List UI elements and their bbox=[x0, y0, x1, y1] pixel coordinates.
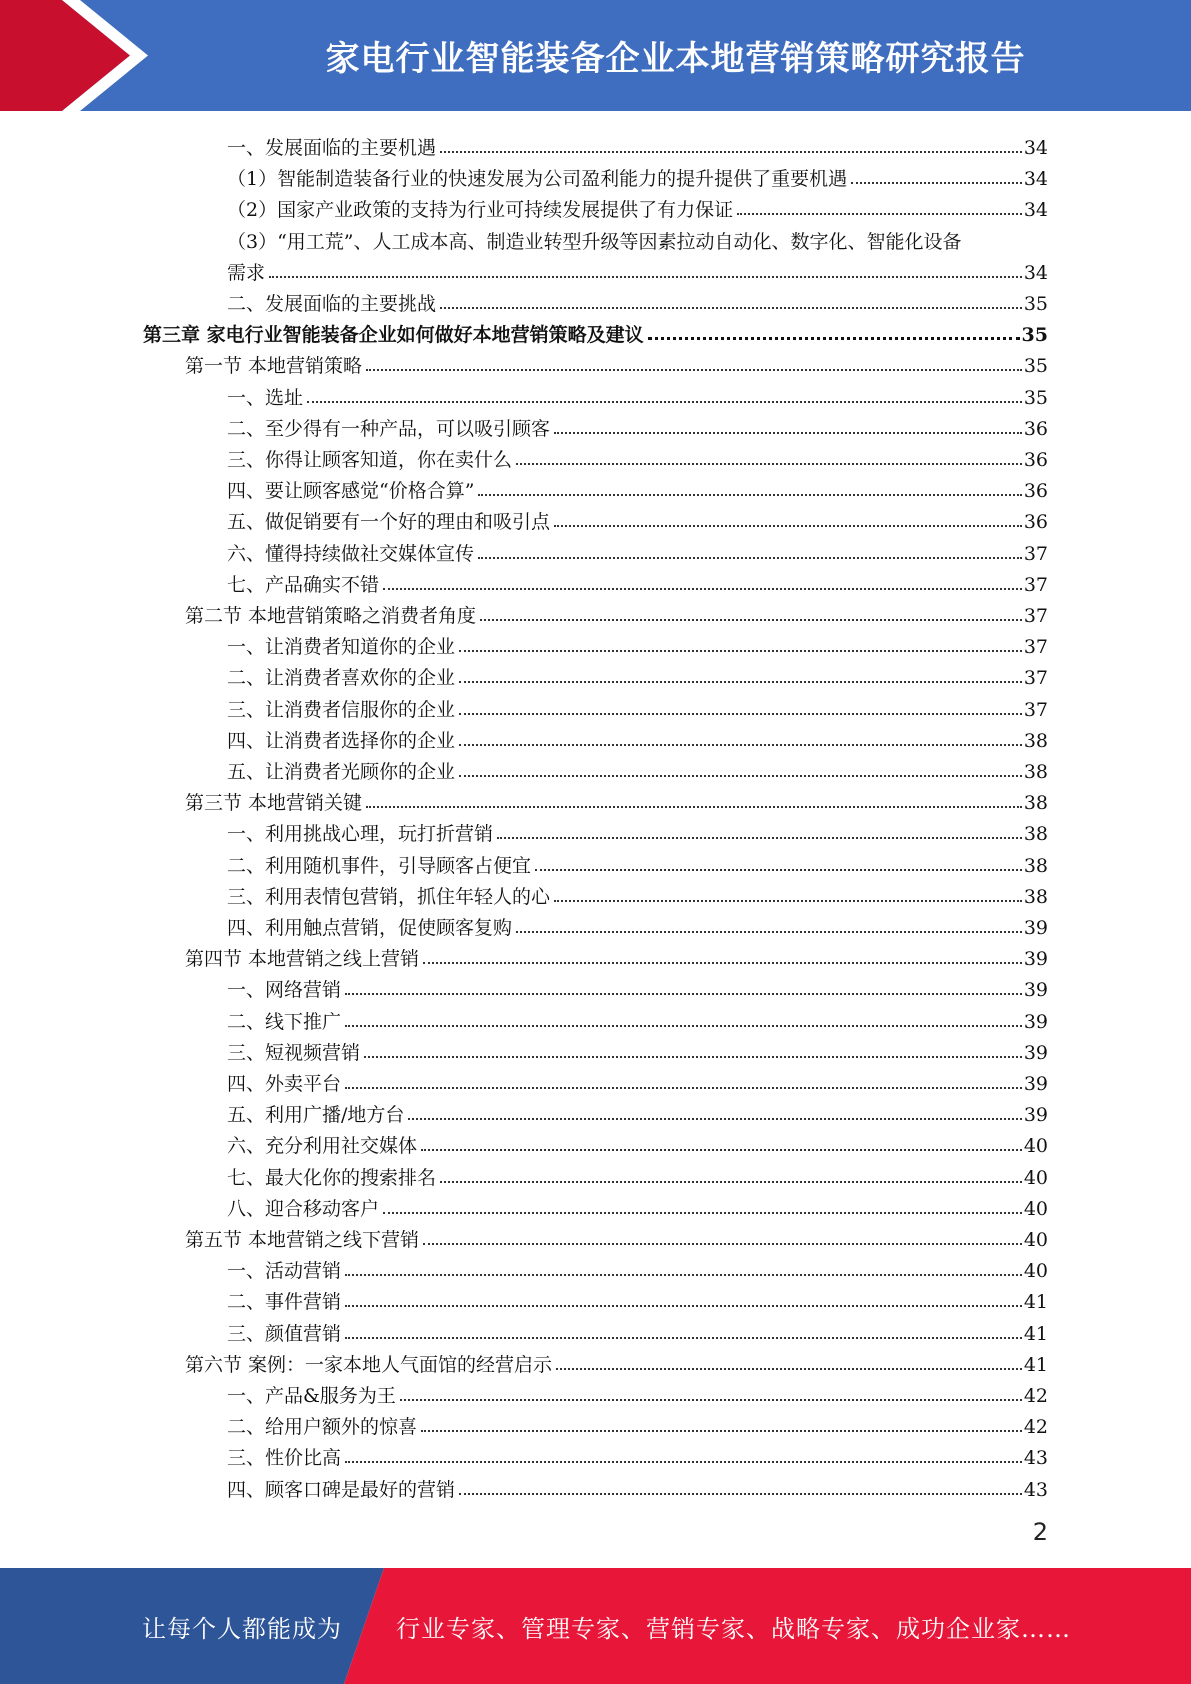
dot-leader bbox=[459, 681, 1022, 683]
dot-leader bbox=[400, 1399, 1022, 1401]
toc-entry-label: 二、让消费者喜欢你的企业 bbox=[227, 667, 456, 690]
toc-section[interactable] bbox=[185, 939, 1048, 970]
toc-entry[interactable] bbox=[227, 534, 1048, 565]
dot-leader bbox=[421, 1149, 1022, 1151]
dot-leader bbox=[423, 1243, 1022, 1245]
toc-entry[interactable] bbox=[227, 128, 1048, 159]
toc-entry-label: 四、要让顾客感觉“价格合算” bbox=[227, 480, 475, 503]
dot-leader bbox=[345, 1025, 1022, 1027]
toc-entry-label: 三、短视频营销 bbox=[227, 1041, 361, 1064]
toc-entry[interactable] bbox=[227, 1407, 1048, 1438]
footer-slogan-left: 让每个人都能成为 bbox=[142, 1614, 342, 1643]
dot-leader bbox=[345, 1337, 1022, 1339]
toc-entry[interactable] bbox=[227, 409, 1048, 440]
dot-leader bbox=[648, 337, 1020, 340]
toc-entry-label: 一、产品&服务为王 bbox=[227, 1385, 396, 1407]
dot-leader bbox=[459, 775, 1022, 777]
dot-leader bbox=[554, 432, 1022, 434]
toc-entry-page: 35 bbox=[1021, 324, 1048, 347]
toc-entry[interactable] bbox=[227, 846, 1048, 877]
toc-entry-label: 第五节 本地营销之线下营销 bbox=[185, 1229, 420, 1251]
dot-leader bbox=[440, 307, 1022, 309]
toc-entry-label: 四、让消费者选择你的企业 bbox=[227, 729, 456, 752]
toc-entry-page: 38 bbox=[1023, 823, 1048, 846]
toc-entry-page: 39 bbox=[1023, 948, 1048, 971]
toc-entry-page: 37 bbox=[1023, 573, 1048, 596]
toc-entry-label: 三、利用表情包营销，抓住年轻人的心 bbox=[227, 885, 551, 908]
toc-entry-page: 39 bbox=[1023, 1073, 1048, 1095]
dot-leader bbox=[459, 744, 1022, 746]
toc-entry[interactable] bbox=[227, 1376, 1048, 1407]
toc-entry-label: 二、事件营销 bbox=[227, 1291, 342, 1314]
toc-entry-page: 42 bbox=[1023, 1416, 1048, 1439]
dot-leader bbox=[535, 869, 1022, 871]
toc-entry-page: 37 bbox=[1023, 605, 1048, 627]
toc-entry-label: 第三节 本地营销关键 bbox=[185, 792, 363, 815]
toc-entry[interactable] bbox=[227, 627, 1048, 658]
toc-entry-page: 35 bbox=[1023, 355, 1048, 378]
dot-leader bbox=[554, 525, 1022, 527]
toc-entry-label: （2）国家产业政策的支持为行业可持续发展提供了有力保证 bbox=[227, 199, 734, 222]
toc-entry-page: 34 bbox=[1023, 261, 1048, 284]
toc-entry-label: 七、产品确实不错 bbox=[227, 573, 380, 596]
toc-entry[interactable] bbox=[227, 1095, 1048, 1126]
toc-entry-label: 二、至少得有一种产品，可以吸引顾客 bbox=[227, 417, 551, 440]
toc-entry-page: 36 bbox=[1023, 449, 1048, 471]
toc-entry[interactable] bbox=[227, 1314, 1048, 1345]
toc-section[interactable] bbox=[185, 346, 1048, 377]
toc-entry-page: 36 bbox=[1023, 417, 1048, 440]
dot-leader bbox=[345, 1305, 1022, 1307]
dot-leader bbox=[366, 806, 1022, 808]
toc-entry-page: 42 bbox=[1023, 1385, 1048, 1407]
toc-entry-label: 八、迎合移动客户 bbox=[227, 1197, 380, 1220]
toc-entry[interactable] bbox=[227, 190, 1048, 221]
page-footer bbox=[0, 1568, 1191, 1684]
toc-section[interactable] bbox=[185, 596, 1048, 627]
toc-entry[interactable] bbox=[227, 908, 1048, 939]
dot-leader bbox=[554, 900, 1022, 902]
toc-entry[interactable] bbox=[227, 159, 1048, 190]
toc-entry-page: 41 bbox=[1023, 1353, 1048, 1376]
toc-entry[interactable] bbox=[227, 1470, 1048, 1501]
dot-leader bbox=[497, 837, 1022, 839]
toc-entry-label: 三、颜值营销 bbox=[227, 1322, 342, 1345]
toc-entry-label: 四、外卖平台 bbox=[227, 1073, 342, 1095]
dot-leader bbox=[480, 619, 1022, 621]
toc-entry-page: 38 bbox=[1023, 792, 1048, 815]
toc-entry[interactable] bbox=[227, 1002, 1048, 1033]
toc-entry-label: 第一节 本地营销策略 bbox=[185, 355, 363, 378]
toc-entry-label: 二、线下推广 bbox=[227, 1010, 342, 1033]
dot-leader bbox=[345, 1461, 1022, 1463]
toc-entry-page: 39 bbox=[1023, 1010, 1048, 1033]
toc-entry-page: 43 bbox=[1023, 1478, 1048, 1501]
toc-entry[interactable] bbox=[227, 814, 1048, 845]
toc-entry-label: 三、性价比高 bbox=[227, 1447, 342, 1470]
toc-entry[interactable] bbox=[227, 1251, 1048, 1282]
toc-entry[interactable] bbox=[227, 752, 1048, 783]
dot-leader bbox=[345, 1274, 1022, 1276]
dot-leader bbox=[459, 713, 1022, 715]
toc-entry-label: 第四节 本地营销之线上营销 bbox=[185, 948, 420, 971]
toc-entry-page: 37 bbox=[1023, 667, 1048, 690]
toc-entry-page: 40 bbox=[1023, 1135, 1048, 1158]
toc-entry-page: 39 bbox=[1023, 917, 1048, 939]
toc-entry[interactable] bbox=[227, 378, 1048, 409]
toc-entry-label: 一、让消费者知道你的企业 bbox=[227, 636, 456, 659]
dot-leader bbox=[421, 1430, 1022, 1432]
toc-entry-page: 41 bbox=[1023, 1291, 1048, 1314]
dot-leader bbox=[440, 1181, 1022, 1183]
toc-entry[interactable] bbox=[227, 1064, 1048, 1095]
dot-leader bbox=[737, 213, 1022, 215]
toc-entry-label: 需求 bbox=[227, 261, 266, 284]
dot-leader bbox=[556, 1368, 1022, 1370]
toc-entry[interactable] bbox=[227, 1189, 1048, 1220]
dot-leader bbox=[516, 931, 1022, 933]
dot-leader bbox=[478, 494, 1021, 496]
dot-leader bbox=[269, 276, 1022, 278]
toc-entry-label: 第三章 家电行业智能装备企业如何做好本地营销策略及建议 bbox=[143, 324, 644, 347]
dot-leader bbox=[459, 650, 1022, 652]
toc-entry[interactable] bbox=[227, 1126, 1048, 1157]
dot-leader bbox=[345, 1087, 1022, 1089]
toc-entry[interactable] bbox=[227, 877, 1048, 908]
toc-entry[interactable] bbox=[227, 658, 1048, 689]
toc-entry-label: 二、发展面临的主要挑战 bbox=[227, 293, 437, 315]
toc-entry-label: 四、利用触点营销，促使顾客复购 bbox=[227, 917, 513, 939]
toc-entry-label: （1）智能制造装备行业的快速发展为公司盈利能力的提升提供了重要机遇 bbox=[227, 168, 848, 191]
toc-entry[interactable] bbox=[227, 284, 1048, 315]
chevron-arrow-icon bbox=[0, 0, 160, 111]
toc-entry-label: 七、最大化你的搜索排名 bbox=[227, 1166, 437, 1189]
toc-entry-page: 37 bbox=[1023, 542, 1048, 565]
footer-slogan-right: 行业专家、管理专家、营销专家、战略专家、成功企业家…… bbox=[396, 1614, 1071, 1643]
toc-entry-label: 一、选址 bbox=[227, 386, 304, 409]
toc-entry-page: 34 bbox=[1023, 199, 1048, 222]
toc-entry-page: 41 bbox=[1023, 1322, 1048, 1345]
toc-entry-label: 五、做促销要有一个好的理由和吸引点 bbox=[227, 511, 551, 534]
toc-entry-label: 一、活动营销 bbox=[227, 1260, 342, 1283]
toc-entry-label: 三、让消费者信服你的企业 bbox=[227, 698, 456, 721]
toc-entry-page: 38 bbox=[1023, 854, 1048, 877]
toc-entry[interactable] bbox=[227, 1033, 1048, 1064]
toc-entry[interactable] bbox=[227, 471, 1048, 502]
toc-entry-label: （3）“用工荒”、人工成本高、制造业转型升级等因素拉动自动化、数字化、智能化设备 bbox=[227, 230, 962, 253]
dot-leader bbox=[423, 962, 1022, 964]
toc-entry-label: 一、发展面临的主要机遇 bbox=[227, 137, 437, 159]
toc-entry-page: 34 bbox=[1023, 137, 1048, 159]
dot-leader bbox=[345, 993, 1022, 995]
toc-entry[interactable] bbox=[227, 1438, 1048, 1469]
toc-entry[interactable] bbox=[227, 690, 1048, 721]
toc-entry-continuation[interactable] bbox=[227, 253, 1048, 284]
toc-entry-label: 二、给用户额外的惊喜 bbox=[227, 1416, 418, 1439]
toc-entry[interactable] bbox=[227, 1158, 1048, 1189]
toc-entry-label: 第二节 本地营销策略之消费者角度 bbox=[185, 605, 477, 627]
toc-chapter[interactable] bbox=[143, 315, 1048, 346]
dot-leader bbox=[440, 151, 1022, 153]
dot-leader bbox=[366, 369, 1022, 371]
toc-entry-page: 38 bbox=[1023, 729, 1048, 752]
toc-entry-label: 五、利用广播/地方台 bbox=[227, 1104, 405, 1127]
toc-section[interactable] bbox=[185, 783, 1048, 814]
toc-entry-page: 35 bbox=[1023, 386, 1048, 409]
toc-entry-page: 39 bbox=[1023, 1041, 1048, 1064]
toc-entry[interactable] bbox=[227, 502, 1048, 533]
toc-entry-page: 34 bbox=[1023, 168, 1048, 191]
toc-entry-page: 37 bbox=[1023, 636, 1048, 659]
page-number: 2 bbox=[1032, 1518, 1048, 1546]
toc-entry-page: 36 bbox=[1023, 480, 1048, 503]
toc-entry-page: 40 bbox=[1023, 1197, 1048, 1220]
toc-entry-page: 37 bbox=[1023, 698, 1048, 721]
toc-entry[interactable] bbox=[227, 565, 1048, 596]
dot-leader bbox=[383, 588, 1022, 590]
dot-leader bbox=[459, 1493, 1022, 1495]
toc-entry-page: 38 bbox=[1023, 885, 1048, 908]
dot-leader bbox=[383, 1212, 1022, 1214]
toc-entry-label: 一、利用挑战心理，玩打折营销 bbox=[227, 823, 494, 846]
toc-entry-page: 39 bbox=[1023, 979, 1048, 1002]
toc-entry-page: 43 bbox=[1023, 1447, 1048, 1470]
toc-entry-label: 第六节 案例：一家本地人气面馆的经营启示 bbox=[185, 1353, 553, 1376]
toc-entry-label: 一、网络营销 bbox=[227, 979, 342, 1002]
report-title: 家电行业智能装备企业本地营销策略研究报告 bbox=[325, 39, 1026, 79]
dot-leader bbox=[516, 463, 1022, 465]
toc-entry[interactable] bbox=[227, 1282, 1048, 1313]
toc-entry-page: 40 bbox=[1023, 1166, 1048, 1189]
toc-entry[interactable] bbox=[227, 721, 1048, 752]
toc-entry-page: 39 bbox=[1023, 1104, 1048, 1127]
toc-entry-label: 三、你得让顾客知道，你在卖什么 bbox=[227, 449, 513, 471]
toc-entry-label: 四、顾客口碑是最好的营销 bbox=[227, 1478, 456, 1501]
dot-leader bbox=[408, 1118, 1021, 1120]
dot-leader bbox=[478, 557, 1022, 559]
page-header bbox=[0, 0, 1191, 111]
toc-entry[interactable] bbox=[227, 222, 1048, 253]
dot-leader bbox=[364, 1056, 1022, 1058]
toc-entry-page: 36 bbox=[1023, 511, 1048, 534]
toc-entry-label: 六、充分利用社交媒体 bbox=[227, 1135, 418, 1158]
dot-leader bbox=[307, 401, 1022, 403]
toc-section[interactable] bbox=[185, 1220, 1048, 1251]
toc-entry[interactable] bbox=[227, 440, 1048, 471]
toc-entry-page: 35 bbox=[1023, 293, 1048, 315]
toc-entry-label: 六、懂得持续做社交媒体宣传 bbox=[227, 542, 475, 565]
toc-entry-page: 38 bbox=[1023, 761, 1048, 783]
toc-entry-label: 二、利用随机事件，引导顾客占便宜 bbox=[227, 854, 532, 877]
toc-entry-label: 五、让消费者光顾你的企业 bbox=[227, 761, 456, 783]
toc-entry-page: 40 bbox=[1023, 1229, 1048, 1251]
dot-leader bbox=[851, 182, 1022, 184]
toc-entry[interactable] bbox=[227, 970, 1048, 1001]
toc-entry-page: 40 bbox=[1023, 1260, 1048, 1283]
toc-section[interactable] bbox=[185, 1345, 1048, 1376]
